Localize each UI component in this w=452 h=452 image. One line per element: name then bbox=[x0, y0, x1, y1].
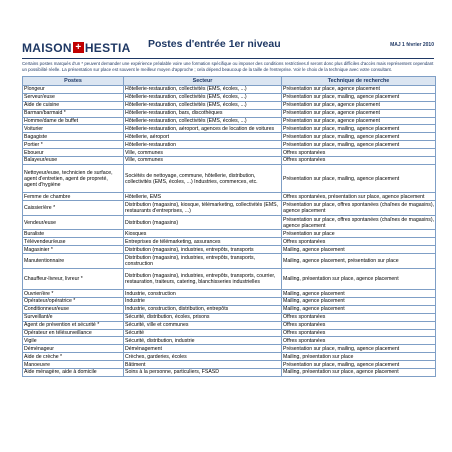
cell-poste: Barman/barmaid * bbox=[23, 109, 124, 117]
table-row bbox=[23, 101, 436, 109]
table-row bbox=[23, 164, 436, 192]
header-divider bbox=[22, 58, 434, 59]
update-date: MAJ 1 février 2010 bbox=[390, 42, 434, 48]
cell-technique: Présentation sur place, mailing, agence placement bbox=[282, 93, 436, 101]
table-row bbox=[23, 337, 436, 345]
maison-hestia-logo bbox=[22, 39, 131, 56]
cell-secteur: Entreprises de télémarketing, assurances bbox=[124, 238, 282, 246]
cell-secteur: Hôtellerie-restauration, collectivités (EMS, écoles, ...) bbox=[124, 93, 282, 101]
cell-technique: Présentation sur place, mailing, agence placement bbox=[282, 361, 436, 369]
cell-secteur: Distribution (magasins), industries, entrepôts, transports, construction bbox=[124, 254, 282, 269]
cell-poste: Aide ménagère, aide à domicile bbox=[23, 369, 124, 377]
column-header-postes: Postes bbox=[23, 77, 124, 86]
cell-poste: Nettoyeur/euse, technicien de surface, agent d'entretien, agent de propreté, agent d'hygiène bbox=[23, 164, 124, 192]
cell-poste: Bagagiste bbox=[23, 133, 124, 141]
cell-poste: Surveillant/e bbox=[23, 313, 124, 321]
cell-secteur: Industrie bbox=[124, 298, 282, 306]
cell-technique: Mailing, présentation sur place, agence placement bbox=[282, 268, 436, 290]
table-row bbox=[23, 193, 436, 201]
cell-technique: Présentation sur place, offres spontanées (chaînes de magasins), agence placement bbox=[283, 201, 435, 214]
cell-technique: Présentation sur place, mailing, agence placement bbox=[282, 345, 436, 353]
table-row bbox=[23, 109, 436, 117]
column-header-technique: Technique de recherche bbox=[282, 77, 436, 86]
cell-secteur: Sécurité, distribution, écoles, prisons bbox=[124, 313, 282, 321]
table-row bbox=[23, 345, 436, 353]
cell-secteur: Distribution (magasins) bbox=[124, 215, 282, 230]
cell-technique: Mailing, agence placement bbox=[282, 246, 436, 254]
cell-technique: Présentation sur place, agence placement bbox=[282, 101, 436, 109]
cell-secteur: Hôtellerie-restauration, collectivités (EMS, écoles, ...) bbox=[124, 101, 282, 109]
cell-secteur: Kiosques bbox=[124, 230, 282, 238]
cell-poste: Plongeur bbox=[23, 86, 124, 94]
cell-technique: Présentation sur place, agence placement bbox=[282, 86, 436, 94]
cell-technique: Mailing, agence placement bbox=[282, 298, 436, 306]
cell-poste: Magasinier * bbox=[23, 246, 124, 254]
cell-poste: Chauffeur-livreur, livreur * bbox=[23, 268, 124, 290]
column-header-secteur: Secteur bbox=[124, 77, 282, 86]
cell-poste: Aide de cuisine bbox=[23, 101, 124, 109]
cell-technique: Présentation sur place, mailing, agence placement bbox=[282, 133, 436, 141]
cell-technique: Offres spontanées bbox=[282, 157, 436, 165]
table-row bbox=[23, 321, 436, 329]
cell-poste: Déménageur bbox=[23, 345, 124, 353]
cell-secteur: Crèches, garderies, écoles bbox=[124, 353, 282, 361]
cell-secteur: Hôtellerie-restauration, collectivités (EMS, écoles, ...) bbox=[124, 117, 282, 125]
cell-technique: Offres spontanées, présentation sur place, agence placement bbox=[282, 193, 436, 201]
cell-secteur: Hôtellerie-restauration, collectivités (EMS, écoles, ...) bbox=[124, 86, 282, 94]
cell-technique: Présentation sur place, offres spontanées (chaînes de magasins), agence placement bbox=[283, 216, 435, 229]
cell-secteur: Déménagement bbox=[124, 345, 282, 353]
cell-technique: Mailing, présentation sur place bbox=[282, 353, 436, 361]
cell-poste: Buraliste bbox=[23, 230, 124, 238]
logo-text-left: MAISON bbox=[22, 40, 72, 55]
cell-poste: Eboueur bbox=[23, 149, 124, 157]
table-row bbox=[23, 290, 436, 298]
table-row bbox=[23, 313, 436, 321]
cell-secteur: Soins à la personne, particuliers, FSASD bbox=[124, 369, 282, 377]
cell-secteur: Hôtellerie, EMS bbox=[124, 193, 282, 201]
table-row bbox=[23, 246, 436, 254]
table-row bbox=[23, 298, 436, 306]
table-row bbox=[23, 238, 436, 246]
cell-secteur: Sécurité, distribution, industrie bbox=[124, 337, 282, 345]
cell-poste: Agent de prévention et sécurité * bbox=[23, 321, 124, 329]
table-row bbox=[23, 157, 436, 165]
cell-secteur: Distribution (magasins), industries, entrepôts, transports bbox=[124, 246, 282, 254]
postes-table bbox=[22, 76, 436, 377]
document-title: Postes d'entrée 1er niveau bbox=[148, 38, 281, 50]
cell-secteur: Hôtellerie-restauration, aéroport, agences de location de voitures bbox=[124, 125, 282, 133]
cell-secteur: Distribution (magasins), industries, entrepôts, transports, courrier, restauration, traiteurs, catering, blanchisseries industrielles bbox=[124, 268, 282, 290]
cell-poste: Opérateur en télésurveillance bbox=[23, 329, 124, 337]
table-row bbox=[23, 353, 436, 361]
cell-poste: Vendeur/euse bbox=[23, 215, 124, 230]
cell-technique: Offres spontanées bbox=[282, 238, 436, 246]
cell-poste: Ouvrier/ère * bbox=[23, 290, 124, 298]
cell-technique: Présentation sur place, agence placement bbox=[282, 117, 436, 125]
cell-technique: Présentation sur place, mailing, agence placement bbox=[282, 141, 436, 149]
table-row bbox=[23, 141, 436, 149]
logo-cross-icon: + bbox=[73, 42, 84, 53]
table-row bbox=[23, 125, 436, 133]
cell-poste: Manoeuvre bbox=[23, 361, 124, 369]
cell-poste: Portier * bbox=[23, 141, 124, 149]
cell-secteur: Ville, communes bbox=[124, 157, 282, 165]
cell-secteur: Bâtiment bbox=[124, 361, 282, 369]
cell-technique: Mailing, agence placement bbox=[282, 305, 436, 313]
cell-poste: Balayeur/euse bbox=[23, 157, 124, 165]
cell-poste: Femme de chambre bbox=[23, 193, 124, 201]
cell-secteur: Hôtellerie-restauration, bars, discothèques bbox=[124, 109, 282, 117]
cell-secteur: Hôtellerie, aéroport bbox=[124, 133, 282, 141]
cell-poste: Serveur/euse bbox=[23, 93, 124, 101]
table-row bbox=[23, 230, 436, 238]
cell-technique: Offres spontanées bbox=[282, 321, 436, 329]
table-row bbox=[23, 254, 436, 269]
cell-poste: Manutentionnaire bbox=[23, 254, 124, 269]
cell-poste: Voiturier bbox=[23, 125, 124, 133]
cell-technique: Mailing, agence placement bbox=[282, 290, 436, 298]
table-header-row bbox=[23, 77, 436, 86]
intro-paragraph: Certains postes marqués d'un * peuvent demander une expérience préalable voire une formation spécifique ou imposer des conditions restrictives.Il seront donc plus difficiles d'accès mais représentent cependant un possibilité réelle. La présentation sur place est souvent le meilleur moyen d'approche ; cela dépend beaucoup de la taille de l'entreprise. Voir le choix de la technique avec votre consultant. bbox=[22, 61, 434, 72]
cell-technique: Offres spontanées bbox=[282, 149, 436, 157]
table-body bbox=[23, 86, 436, 377]
table-row bbox=[23, 329, 436, 337]
logo-text-right: HESTIA bbox=[84, 40, 131, 55]
cell-secteur: Industrie, construction, distribution, entrepôts bbox=[124, 305, 282, 313]
cell-technique: Offres spontanées bbox=[282, 329, 436, 337]
cell-technique: Présentation sur place bbox=[282, 230, 436, 238]
document-header bbox=[22, 38, 434, 58]
cell-secteur: Ville, communes bbox=[124, 149, 282, 157]
table-row bbox=[23, 361, 436, 369]
cell-poste: Caissier/ère * bbox=[23, 201, 124, 216]
cell-poste: Vigile bbox=[23, 337, 124, 345]
cell-technique: Mailing, agence placement, présentation sur place bbox=[282, 254, 436, 269]
table-row bbox=[23, 268, 436, 290]
cell-poste: Conditionneur/euse bbox=[23, 305, 124, 313]
table-row bbox=[23, 215, 436, 230]
cell-poste: Opérateur/opératrice * bbox=[23, 298, 124, 306]
cell-secteur: Sociétés de nettoyage, commune, hôtellerie, distribution, collectivités (EMS, écoles, ...) Industries, commerces, etc. bbox=[124, 164, 282, 192]
cell-poste: Aide de crèche * bbox=[23, 353, 124, 361]
cell-poste: Homme/dame de buffet bbox=[23, 117, 124, 125]
cell-secteur: Sécurité bbox=[124, 329, 282, 337]
cell-technique: Offres spontanées bbox=[282, 313, 436, 321]
cell-secteur: Distribution (magasins), kiosque, télémarketing, collectivités (EMS, restaurants d'entreprises, ...) bbox=[124, 201, 282, 216]
table-row bbox=[23, 305, 436, 313]
cell-technique: Présentation sur place, mailing, agence placement bbox=[282, 164, 436, 192]
cell-secteur: Industrie, construction bbox=[124, 290, 282, 298]
table-row bbox=[23, 133, 436, 141]
table-row bbox=[23, 86, 436, 94]
cell-technique: Présentation sur place, mailing, agence placement bbox=[282, 125, 436, 133]
cell-technique: Mailing, présentation sur place, agence placement bbox=[282, 369, 436, 377]
table-row bbox=[23, 93, 436, 101]
cell-secteur: Sécurité, ville et communes bbox=[124, 321, 282, 329]
table-row bbox=[23, 201, 436, 216]
cell-technique: Présentation sur place, agence placement bbox=[282, 109, 436, 117]
table-row bbox=[23, 369, 436, 377]
cell-technique: Offres spontanées bbox=[282, 337, 436, 345]
table-row bbox=[23, 117, 436, 125]
cell-poste: Télévendeur/euse bbox=[23, 238, 124, 246]
table-row bbox=[23, 149, 436, 157]
cell-secteur: Hôtellerie-restauration bbox=[124, 141, 282, 149]
